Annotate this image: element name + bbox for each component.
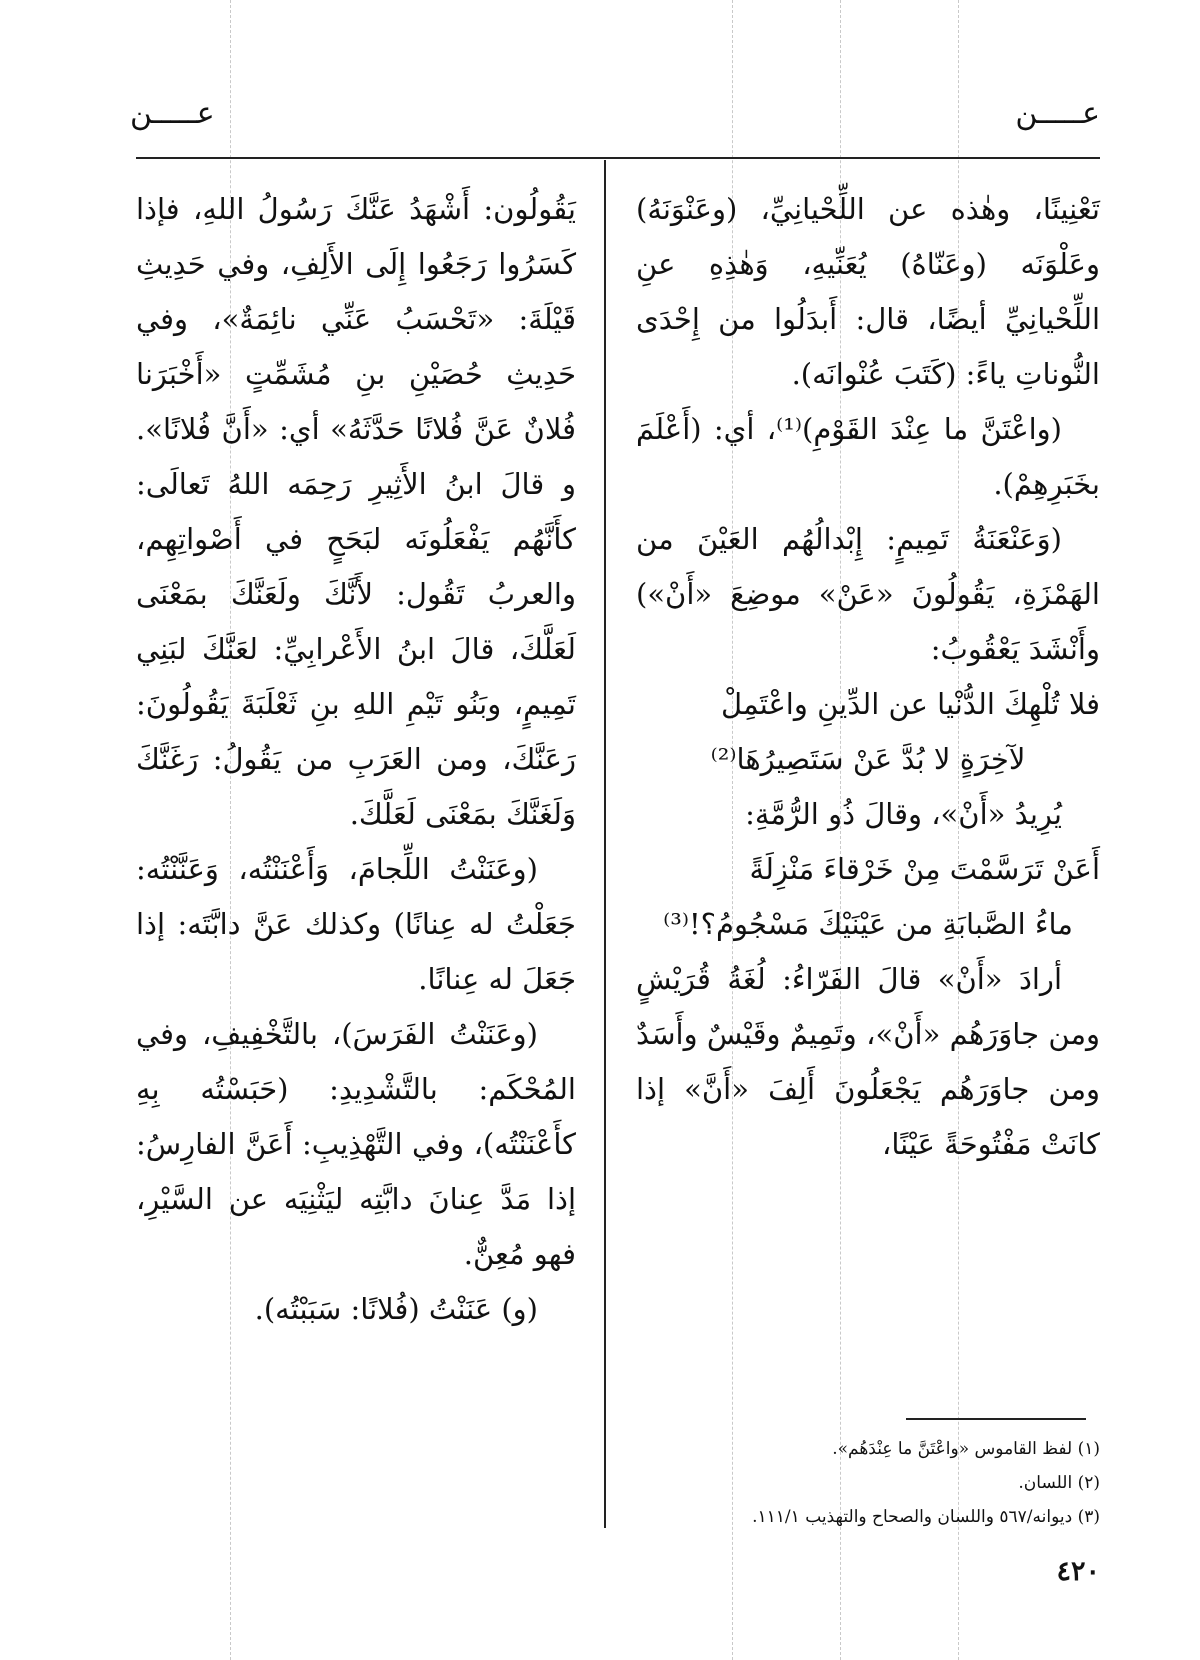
paragraph: (و) عَنَنْتُ (فُلانًا: سَبَبْتُه). [254, 1292, 538, 1326]
page-number: ٤٢٠ [1056, 1556, 1100, 1587]
left-column [136, 182, 576, 1337]
verse-line: ماءُ الصَّبابَةِ من عَيْنَيْكَ مَسْجُومُ؟!⁽³⁾ [663, 907, 1073, 941]
paragraph: تَعْنِينًا، وهٰذه عن اللِّحْيانِيِّ، (وعَنْوَنَهُ) وعَلْوَنَه (وعَنّاهُ) يُعَنِّيهِ، وَهٰذِهِ عنِ اللِّحْيانِيِّ أيضًا، قال: أَبدَلُوا من إِحْدَى النُّوناتِ ياءً: (كَتَبَ عُنْوانَه). [636, 192, 1100, 391]
paragraph: يَقُولُون: أَشْهَدُ عَنَّكَ رَسُولُ اللهِ، فإذا كَسَرُوا رَجَعُوا إِلَى الأَلِفِ، وفي حَدِيثِ قَيْلَةَ: «تَحْسَبُ عَنِّي نائِمَةٌ»، وفي حَدِيثِ حُصَيْنِ بنِ مُشَمِّتٍ «أَخْبَرَنا فُلانٌ عَنَّ فُلانًا حَدَّثَهُ» أي: «أَنَّ فُلانًا». و قالَ ابنُ الأَثِيرِ رَحِمَه اللهُ تَعالَى: كأَنَّهُم يَفْعَلُونَه لبَحَحٍ في أَصْواتِهِم، والعربُ تَقُول: لأَنَّكَ ولَعَنَّكَ بمَعْنَى لَعَلَّكَ، قالَ ابنُ الأَعْرابِيِّ: لعَنَّكَ لبَنِي تَمِيمٍ، وبَنُو تَيْمِ اللهِ بنِ ثَعْلَبَةَ يَقُولُونَ: رَعَنَّكَ، ومن العَرَبِ من يَقُولُ: رَغَنَّكَ وَلَغَنَّكَ بمَعْنَى لَعَلَّكَ. [136, 192, 576, 831]
paragraph: (وَعَنْعَنَةُ تَمِيمٍ: إِبْدالُهُم العَيْنَ من الهَمْزَةِ، يَقُولُونَ «عَنْ» موضِعَ «أَنْ») وأَنْشَدَ يَعْقُوبُ: [636, 522, 1100, 666]
verse-line: فلا تُلْهِكَ الدُّنْيا عن الدِّينِ واعْتَمِلْ [721, 687, 1100, 721]
verse-line: لآخِرَةٍ لا بُدَّ عَنْ سَتَصِيرُهَا⁽²⁾ [710, 742, 1026, 776]
paragraph: (وعَنَنْتُ اللِّجامَ، وَأَعْنَنْتُه، وَعَنَّنْتُه: جَعَلْتُ له عِنانًا) وكذلك عَنَّ دابَّتَه: إذا جَعَلَ له عِنانًا. [136, 852, 576, 996]
footnote-rule [906, 1418, 1086, 1420]
footnote: (١) لفظ القاموس «واعْتَنَّ ما عِنْدَهُم». [832, 1439, 1100, 1459]
right-column [636, 182, 1100, 1172]
paragraph: يُرِيدُ «أَنْ»، وقالَ ذُو الرُّمَّةِ: [745, 797, 1062, 831]
footnotes [636, 1432, 1100, 1534]
paragraph: (واعْتَنَّ ما عِنْدَ القَوْمِ)⁽¹⁾، أي: (أَعْلَمَ بخَبَرِهِمْ). [636, 412, 1100, 501]
paragraph: أرادَ «أَنْ» قالَ الفَرّاءُ: لُغَةُ قُرَيْشٍ ومن جاوَرَهُم «أَنْ»، وتَمِيمٌ وقَيْسٌ وأَسَدٌ ومن جاوَرَهُم يَجْعَلُونَ أَلِفَ «أَنَّ» إذا كانَتْ مَفْتُوحَةً عَيْنًا، [636, 962, 1100, 1161]
paragraph: (وعَنَنْتُ الفَرَسَ)، بالتَّخْفِيفِ، وفي المُحْكَم: بالتَّشْدِيدِ: (حَبَسْتُه بِهِ كأَعْنَنْتُه)، وفي التَّهْذِيبِ: أَعَنَّ الفارِسُ: إذا مَدَّ عِنانَ دابَّتِه ليَثْنِيَه عن السَّيْرِ، فهو مُعِنٌّ. [136, 1017, 576, 1271]
footnote: (٣) ديوانه/٥٦٧ واللسان والصحاح والتهذيب ١١١/١. [752, 1507, 1100, 1527]
verse-line: أَعَنْ تَرَسَّمْتَ مِنْ خَرْقاءَ مَنْزِلَةً [749, 852, 1100, 886]
running-header-right: عـــــن [1015, 96, 1100, 131]
header-rule [136, 157, 1100, 159]
column-divider [604, 160, 606, 1528]
footnote: (٢) اللسان. [1018, 1473, 1100, 1493]
running-header-left: عـــــن [130, 96, 215, 131]
